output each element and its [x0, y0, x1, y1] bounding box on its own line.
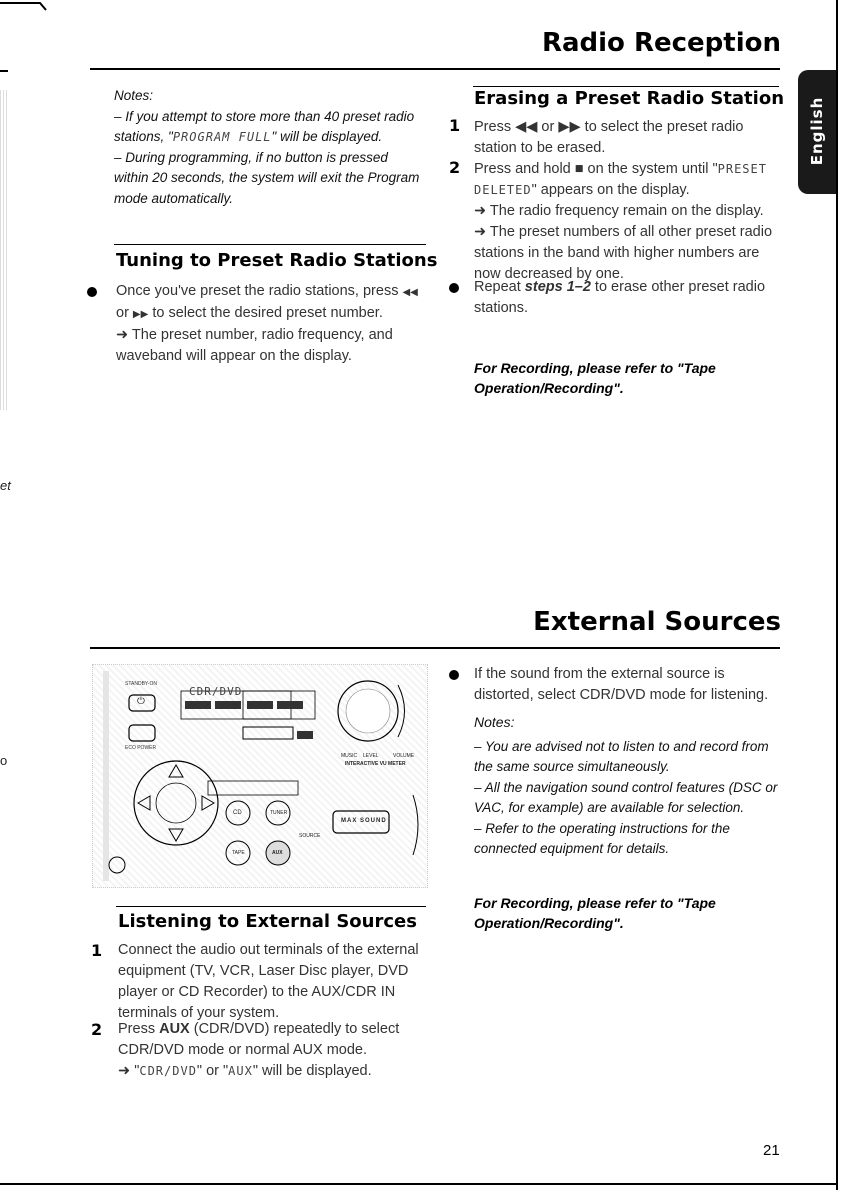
para-text: to select the desired preset number.: [148, 305, 383, 321]
step-text: (CDR/DVD) repeatedly to select CDR/DVD mode or normal AUX mode.: [118, 1021, 400, 1058]
result-text: ": [134, 1063, 140, 1079]
lcd-text: PRESET DELETED: [474, 162, 767, 197]
step-text: Press ◀◀ or ▶▶ to select the preset radio station to be erased.: [474, 119, 744, 156]
lcd-text: PROGRAM FULL: [172, 130, 272, 144]
max-sound-button: MAX SOUND: [341, 818, 387, 824]
device-display-text: CDR/DVD: [189, 685, 243, 698]
bullet: [87, 287, 97, 297]
notes-label: Notes:: [114, 88, 154, 103]
step-number: 1: [449, 116, 461, 135]
section-heading: Erasing a Preset Radio Station: [474, 88, 785, 109]
step-number: 2: [91, 1020, 103, 1039]
page-title: Radio Reception: [541, 28, 781, 58]
note-text: – If you attempt to store more than 40 preset radio stations, ": [114, 108, 415, 144]
arrow-icon: ➜: [116, 327, 132, 343]
distortion-text: If the sound from the external source is distorted, select CDR/DVD mode for listening.: [474, 666, 769, 703]
music-label: MUSIC: [341, 753, 358, 759]
result-line: [118, 1061, 424, 1082]
arrow-icon: ➜: [474, 203, 490, 219]
arrow-icon: ➜: [474, 224, 490, 240]
para-text: or: [116, 305, 133, 321]
result-text: The preset number, radio frequency, and waveband will appear on the display.: [116, 327, 393, 364]
step-text: " appears on the display.: [531, 182, 690, 198]
section-rule: [473, 86, 779, 87]
tuner-button: TUNER: [270, 810, 288, 816]
result-line: [474, 222, 780, 285]
section-heading: Tuning to Preset Radio Stations: [116, 250, 438, 271]
lcd-text: AUX: [228, 1064, 253, 1078]
language-tab-label: English: [808, 96, 826, 166]
notes-block: [114, 86, 424, 209]
aux-button: AUX: [272, 850, 283, 856]
step-block: [118, 1019, 424, 1082]
volume-label: VOLUME: [393, 753, 415, 759]
corner-mark: [0, 0, 60, 6]
step-text: Press and hold ■ on the system until ": [474, 161, 718, 177]
section-title: External Sources: [533, 607, 781, 637]
step-text: Connect the audio out terminals of the external equipment (TV, VCR, Laser Disc player, DVD player or CD Recorder) to the AUX/CDR IN terminals of your system.: [118, 942, 419, 1021]
lcd-text: CDR/DVD: [139, 1064, 197, 1078]
previous-icon: ◀◀: [402, 287, 418, 298]
page-number: 21: [763, 1142, 780, 1159]
eco-power-label: ECO POWER: [125, 745, 157, 751]
note-text: – All the navigation sound control features (DSC or VAC, for example) are available for selection.: [474, 779, 778, 815]
result-text: " will be displayed.: [252, 1063, 372, 1079]
recording-note: For Recording, please refer to "Tape Operation/Recording".: [474, 360, 716, 396]
section-title-rule: [90, 647, 780, 649]
header-rule: [90, 68, 780, 70]
bullet: [449, 283, 459, 293]
note-text: – You are advised not to listen to and record from the same source simultaneously.: [474, 738, 769, 774]
vu-meter-label: INTERACTIVE VU METER: [345, 761, 406, 767]
result-text: " or ": [196, 1063, 229, 1079]
para-text: Repeat: [474, 279, 525, 295]
left-margin-tick: [0, 70, 8, 72]
result-line: [116, 325, 424, 367]
result-line: [474, 201, 780, 222]
left-margin-text: et: [0, 478, 11, 493]
section-heading: Listening to External Sources: [118, 911, 417, 932]
note-program-full: [114, 107, 424, 148]
step-number: 2: [449, 158, 461, 177]
source-label: SOURCE: [299, 833, 321, 839]
tuning-paragraph: [116, 281, 424, 367]
aux-key: AUX: [159, 1021, 190, 1037]
repeat-text: [474, 277, 780, 319]
note-program-timeout: – During programming, if no button is pressed within 20 seconds, the system will exit the Program mode automatically.: [114, 149, 420, 206]
step-block: [474, 159, 780, 285]
recording-note: For Recording, please refer to "Tape Operation/Recording".: [474, 895, 716, 931]
section-rule: [114, 244, 426, 245]
note-text: – Refer to the operating instructions for the connected equipment for details.: [474, 820, 730, 856]
step-text: Press: [118, 1021, 160, 1037]
standby-label: STANDBY-ON: [125, 681, 157, 687]
notes-block: [474, 712, 784, 860]
note-text: " will be displayed.: [271, 129, 383, 144]
next-icon: ▶▶: [132, 309, 149, 320]
arrow-icon: ➜: [118, 1063, 135, 1079]
steps-ref: steps 1–2: [524, 279, 591, 295]
notes-label: Notes:: [474, 714, 515, 730]
bottom-rule: [0, 1183, 836, 1185]
language-tab: [798, 70, 836, 194]
level-label: LEVEL: [363, 753, 379, 759]
tape-button: TAPE: [232, 850, 245, 856]
step-number: 1: [91, 941, 103, 960]
para-text: to erase other preset radio stations.: [474, 279, 766, 316]
left-margin-text-2: o: [0, 753, 8, 768]
right-edge-line: [836, 0, 838, 1190]
result-text: The radio frequency remain on the display.: [489, 203, 764, 219]
left-scan-edge: [0, 90, 8, 410]
device-illustration: [92, 664, 428, 888]
standby-power-icon: ⏻: [137, 696, 145, 707]
cd-button: CD: [233, 810, 242, 816]
section-rule: [116, 906, 426, 907]
result-text: The preset numbers of all other preset radio stations in the band with higher numbers are now decreased by one.: [474, 224, 773, 282]
para-text: Once you've preset the radio stations, press: [116, 283, 403, 299]
bullet: [449, 670, 459, 680]
